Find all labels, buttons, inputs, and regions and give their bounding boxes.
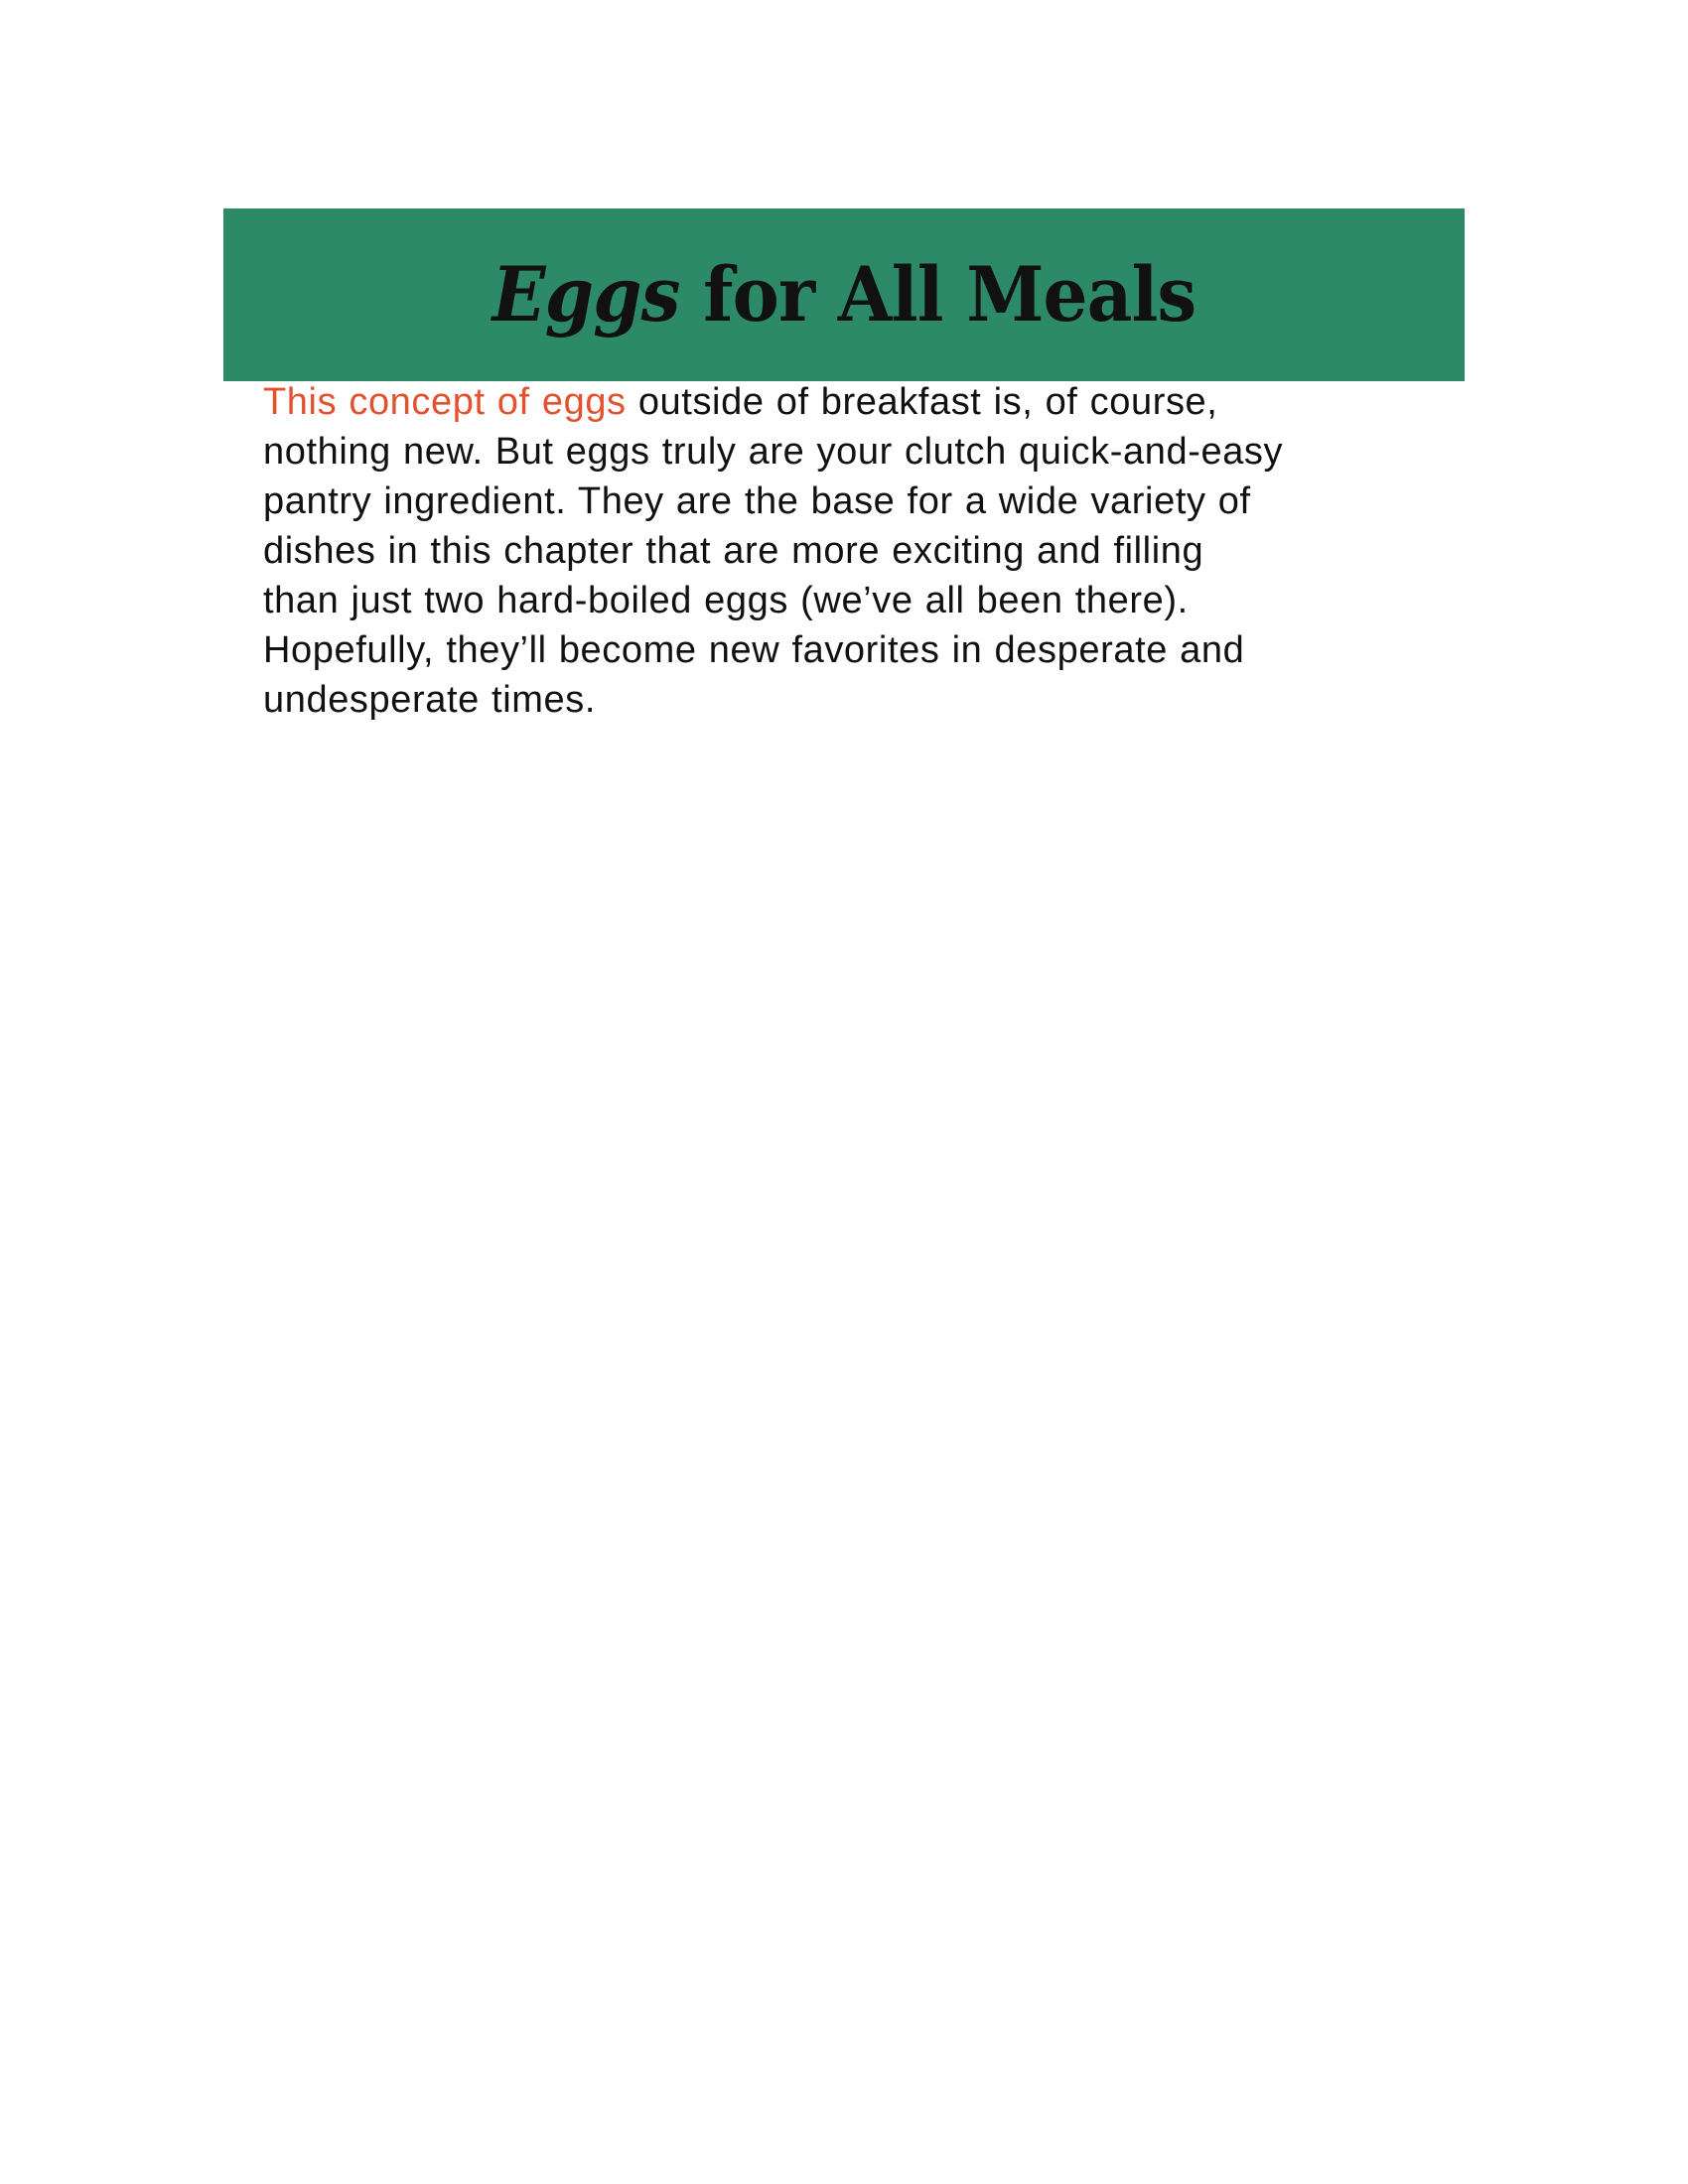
intro-line-5: than just two hard-boiled eggs (we’ve all been there). [263, 580, 1189, 621]
intro-lead-in: This concept of eggs [263, 381, 627, 423]
chapter-banner [223, 208, 1465, 381]
intro-line-7: undesperate times. [263, 679, 596, 721]
chapter-title-italic: Eggs [492, 250, 680, 339]
intro-line-2: nothing new. But eggs truly are your clutch quick-and-easy [263, 431, 1284, 473]
chapter-title-rest: for All Meals [679, 250, 1196, 339]
intro-line-6: Hopefully, they’ll become new favorites in desperate and [263, 629, 1245, 671]
intro-line-4: dishes in this chapter that are more exciting and filling [263, 530, 1204, 572]
intro-line-3: pantry ingredient. They are the base for a wide variety of [263, 480, 1251, 522]
intro-line-1-rest: outside of breakfast is, of course, [626, 381, 1218, 423]
intro-line-1 [263, 377, 1465, 427]
chapter-title [492, 250, 1196, 339]
intro-paragraph [263, 377, 1465, 725]
